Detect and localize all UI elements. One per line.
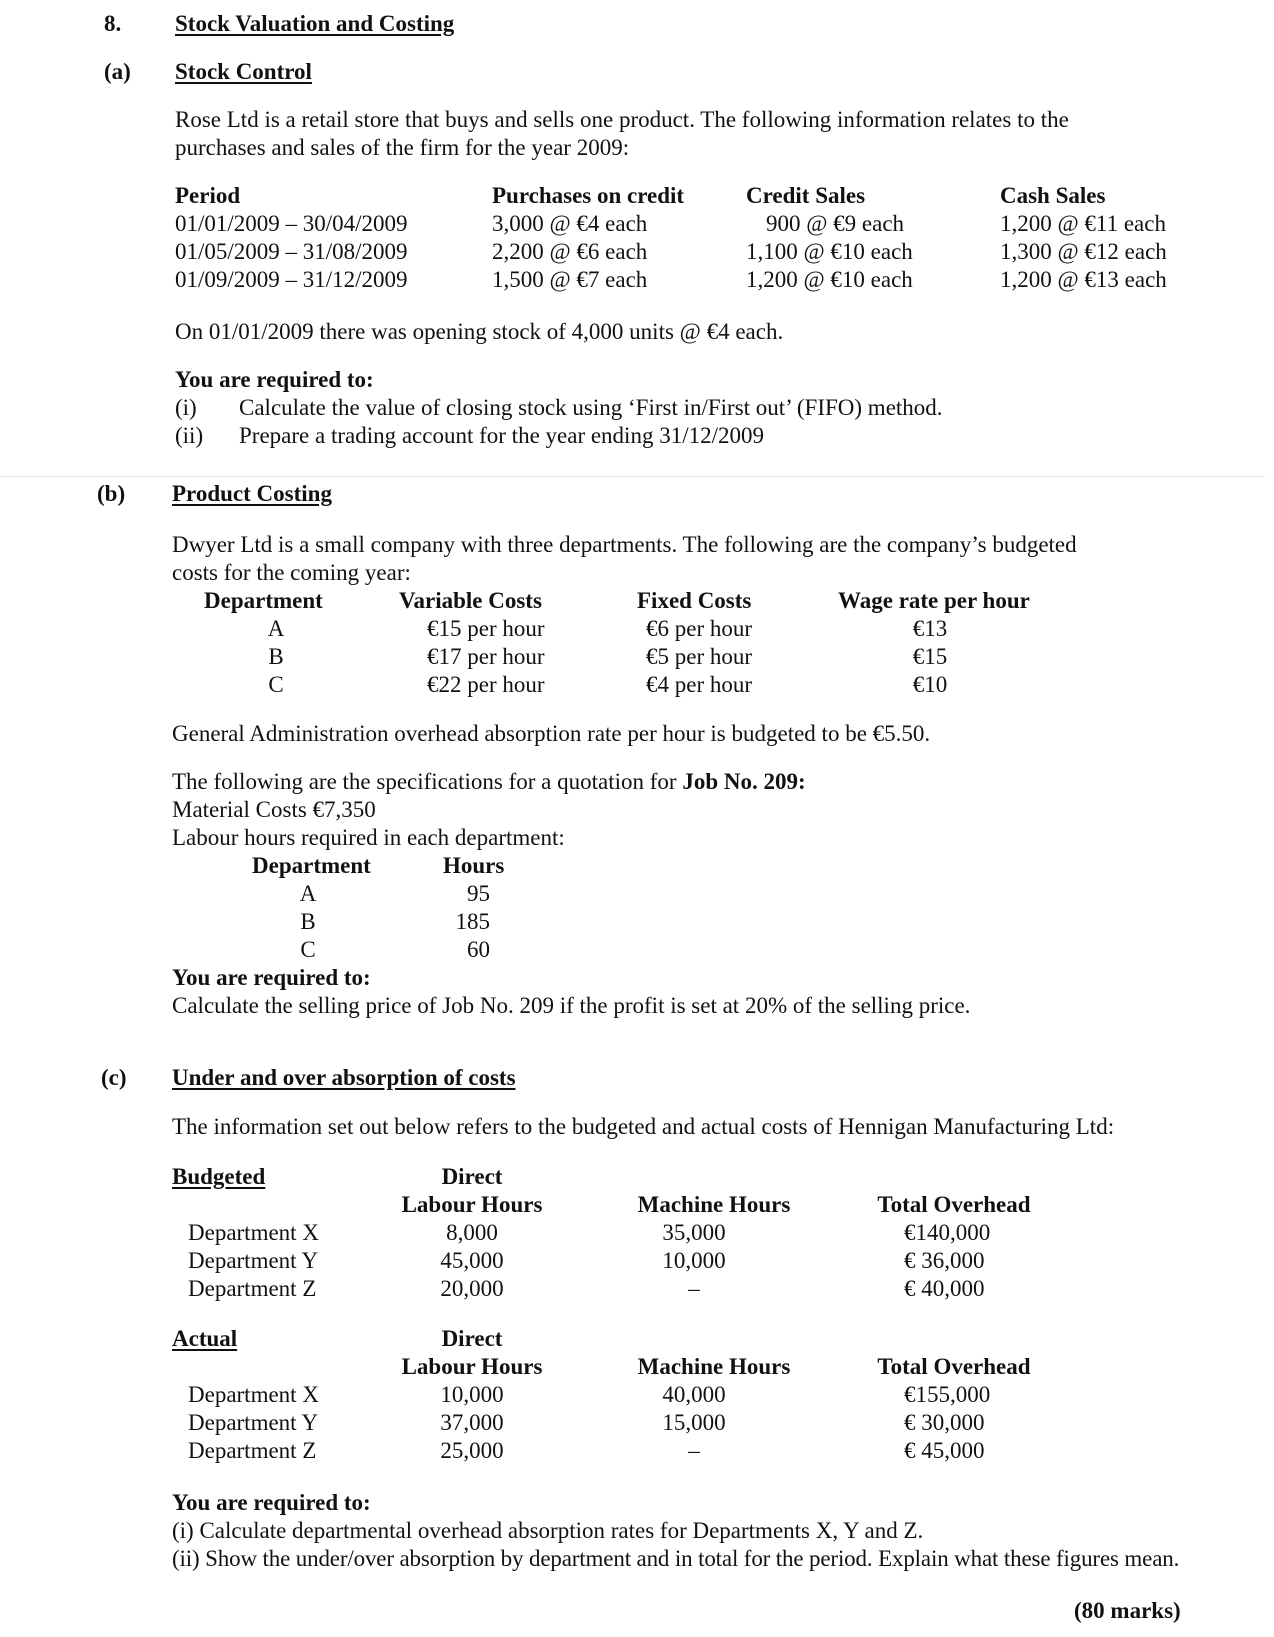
table-cell: 01/05/2009 – 31/08/2009 [175, 239, 408, 264]
table-cell: €4 per hour [646, 672, 753, 697]
table-cell: Department X [188, 1382, 319, 1407]
table-cell: 900 @ €9 each [766, 211, 905, 236]
table-cell: 10,000 [440, 1382, 504, 1407]
table-header: Credit Sales [746, 183, 866, 208]
table-header: Variable Costs [399, 588, 542, 613]
spec-intro-text: The following are the specifications for a quotation for [172, 769, 683, 794]
labour-intro: Labour hours required in each department: [172, 825, 565, 850]
table-header: Hours [443, 853, 505, 878]
table-cell: A [299, 881, 317, 906]
part-c-intro: The information set out below refers to the budgeted and actual costs of Hennigan Manufacturing Ltd: [172, 1114, 1115, 1139]
part-c-label: (c) [101, 1065, 127, 1090]
table-cell: 1,200 @ €11 each [1000, 211, 1166, 236]
table-cell: Department Y [188, 1248, 319, 1273]
table-header: Machine Hours [637, 1354, 791, 1379]
table-cell: A [267, 616, 285, 641]
budgeted-label: Budgeted [172, 1164, 266, 1189]
table-cell: €17 per hour [427, 644, 545, 669]
part-b-intro: Dwyer Ltd is a small company with three departments. The following are the company’s budgeted [172, 532, 1077, 557]
table-header: Department [252, 853, 371, 878]
required-heading: You are required to: [172, 965, 371, 990]
table-cell: – [688, 1276, 700, 1301]
table-cell: €15 [912, 644, 948, 669]
table-cell: Department Z [188, 1438, 317, 1463]
opening-stock: On 01/01/2009 there was opening stock of 4,000 units @ €4 each. [175, 319, 784, 344]
requirement-number: (i) [175, 395, 197, 420]
table-cell: 185 [455, 909, 490, 934]
table-cell: C [300, 937, 316, 962]
table-cell: €15 per hour [427, 616, 545, 641]
part-a-heading: Stock Control [175, 59, 312, 84]
part-a-label: (a) [104, 59, 131, 84]
table-cell: B [268, 644, 284, 669]
table-cell: 1,200 @ €13 each [1000, 267, 1167, 292]
table-header: Fixed Costs [637, 588, 752, 613]
table-header: Department [204, 588, 323, 613]
table-cell: 10,000 [662, 1248, 726, 1273]
table-header: Total Overhead [877, 1192, 1031, 1217]
table-cell: €22 per hour [427, 672, 545, 697]
table-header: Direct [441, 1164, 503, 1189]
table-cell: 20,000 [440, 1276, 504, 1301]
table-cell: €13 [912, 616, 948, 641]
table-cell: 01/09/2009 – 31/12/2009 [175, 267, 408, 292]
table-cell: 1,300 @ €12 each [1000, 239, 1167, 264]
requirement-text: (i) Calculate departmental overhead absorption rates for Departments X, Y and Z. [172, 1518, 924, 1543]
table-cell: 8,000 [446, 1220, 498, 1245]
table-cell: €155,000 [904, 1382, 991, 1407]
table-cell: 35,000 [662, 1220, 726, 1245]
admin-overhead: General Administration overhead absorption rate per hour is budgeted to be €5.50. [172, 721, 931, 746]
material-costs: Material Costs €7,350 [172, 797, 376, 822]
table-cell: 37,000 [440, 1410, 504, 1435]
table-cell: 25,000 [440, 1438, 504, 1463]
table-cell: 45,000 [440, 1248, 504, 1273]
table-cell: B [300, 909, 316, 934]
job-number: Job No. 209: [682, 769, 806, 794]
part-b-intro: costs for the coming year: [172, 560, 411, 585]
table-cell: € 30,000 [904, 1410, 985, 1435]
table-cell: Department Z [188, 1276, 317, 1301]
requirement-text: Prepare a trading account for the year ending 31/12/2009 [239, 423, 764, 448]
question-title: Stock Valuation and Costing [175, 11, 455, 36]
table-header: Direct [441, 1326, 503, 1351]
table-cell: 95 [467, 881, 490, 906]
table-cell: € 36,000 [904, 1248, 985, 1273]
table-cell: 1,200 @ €10 each [746, 267, 913, 292]
part-a-intro: Rose Ltd is a retail store that buys and sells one product. The following information relates to the [175, 107, 1069, 132]
question-number: 8. [104, 11, 122, 36]
requirement-text: Calculate the value of closing stock using ‘First in/First out’ (FIFO) method. [239, 395, 943, 420]
table-cell: €5 per hour [646, 644, 753, 669]
required-heading: You are required to: [172, 1490, 371, 1515]
actual-label: Actual [172, 1326, 238, 1351]
table-header: Labour Hours [401, 1354, 543, 1379]
part-a-intro: purchases and sales of the firm for the year 2009: [175, 135, 630, 160]
spec-intro [172, 768, 806, 796]
part-c-heading: Under and over absorption of costs [172, 1065, 516, 1090]
table-cell: €6 per hour [646, 616, 753, 641]
table-cell: €10 [912, 672, 948, 697]
table-header: Machine Hours [637, 1192, 791, 1217]
total-marks: (80 marks) [1074, 1598, 1181, 1623]
table-cell: 01/01/2009 – 30/04/2009 [175, 211, 408, 236]
section-divider [0, 476, 1265, 477]
table-header: Cash Sales [1000, 183, 1106, 208]
table-cell: 40,000 [662, 1382, 726, 1407]
table-header: Labour Hours [401, 1192, 543, 1217]
table-cell: C [268, 672, 284, 697]
table-cell: 3,000 @ €4 each [492, 211, 648, 236]
part-b-label: (b) [97, 481, 126, 506]
table-cell: Department Y [188, 1410, 319, 1435]
table-header: Purchases on credit [492, 183, 685, 208]
table-cell: 60 [467, 937, 490, 962]
requirement-text: (ii) Show the under/over absorption by department and in total for the period. Explain what these figures mean. [172, 1546, 1180, 1571]
requirement-number: (ii) [175, 423, 204, 448]
table-header: Total Overhead [877, 1354, 1031, 1379]
table-header: Period [175, 183, 241, 208]
required-heading: You are required to: [175, 367, 374, 392]
table-cell: 1,100 @ €10 each [746, 239, 913, 264]
table-cell: € 40,000 [904, 1276, 985, 1301]
table-cell: 15,000 [662, 1410, 726, 1435]
table-cell: Department X [188, 1220, 319, 1245]
table-cell: 2,200 @ €6 each [492, 239, 648, 264]
table-cell: – [688, 1438, 700, 1463]
table-cell: € 45,000 [904, 1438, 985, 1463]
part-b-heading: Product Costing [172, 481, 332, 506]
table-cell: €140,000 [904, 1220, 991, 1245]
requirement-text: Calculate the selling price of Job No. 209 if the profit is set at 20% of the selling price. [172, 993, 971, 1018]
table-cell: 1,500 @ €7 each [492, 267, 648, 292]
table-header: Wage rate per hour [838, 588, 1030, 613]
